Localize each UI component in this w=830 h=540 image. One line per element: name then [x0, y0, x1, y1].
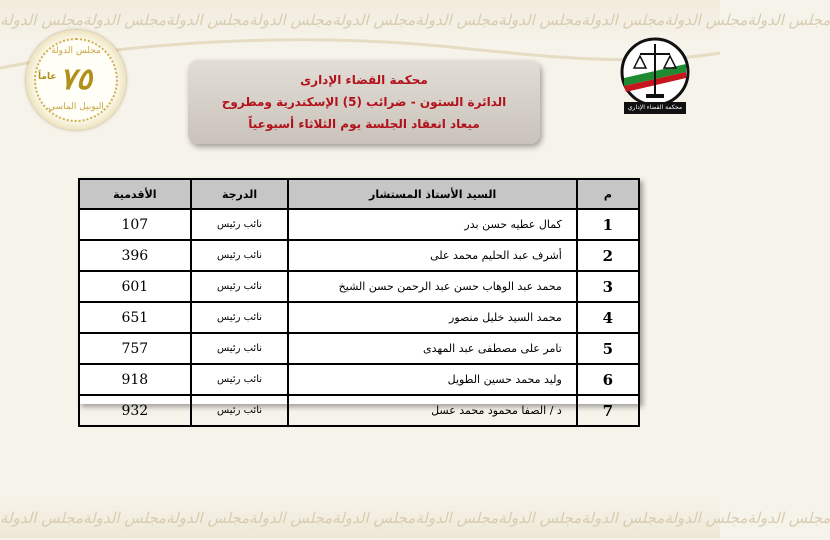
cell-num: 1 [577, 209, 639, 240]
watermark-text: مجلس الدولة [581, 509, 665, 527]
cell-rank: نائب رئيس [191, 240, 289, 271]
badge-top-text: مجلس الدولة [51, 46, 101, 56]
header-box [188, 60, 540, 144]
header-name: السيد الأستاذ المستشار [288, 179, 576, 209]
table-header-row [79, 179, 639, 209]
header-rank: الدرجة [191, 179, 289, 209]
table-row [79, 209, 639, 240]
cell-name: وليد محمد حسين الطويل [288, 364, 576, 395]
court-emblem [618, 28, 692, 118]
header-seniority: الأقدمية [79, 179, 191, 209]
cell-num: 6 [577, 364, 639, 395]
watermark-bottom-band [0, 498, 830, 538]
watermark-text: مجلس الدولة [664, 11, 748, 29]
watermark-text: مجلس الدولة [166, 11, 250, 29]
watermark-text: مجلس الدولة [0, 11, 84, 29]
cell-num: 2 [577, 240, 639, 271]
watermark-text: مجلس الدولة [83, 11, 167, 29]
watermark-text: مجلس الدولة [415, 11, 499, 29]
table-row [79, 333, 639, 364]
cell-name: محمد السيد خليل منصور [288, 302, 576, 333]
watermark-text: مجلس الدولة [581, 11, 665, 29]
cell-seniority: 601 [79, 271, 191, 302]
watermark-text: مجلس الدولة [498, 11, 582, 29]
cell-name: تامر على مصطفى عبد المهدى [288, 333, 576, 364]
cell-name: أشرف عبد الحليم محمد على [288, 240, 576, 271]
table-row [79, 364, 639, 395]
header-line-court: محكمة القضاء الإدارى [300, 73, 428, 87]
cell-num: 3 [577, 271, 639, 302]
watermark-text: مجلس الدولة [332, 509, 416, 527]
judges-table-wrapper [78, 178, 640, 420]
cell-rank: نائب رئيس [191, 395, 289, 426]
emblem-caption: محكمة القضاء الإداري [627, 104, 683, 111]
cell-rank: نائب رئيس [191, 364, 289, 395]
watermark-text: مجلس الدولة [0, 509, 84, 527]
watermark-text: مجلس الدولة [332, 11, 416, 29]
watermark-text: مجلس الدولة [664, 509, 748, 527]
header-line-schedule: ميعاد انعقاد الجلسة يوم الثلاثاء أسبوعياً [248, 117, 480, 131]
table-row [79, 395, 639, 426]
cell-seniority: 918 [79, 364, 191, 395]
cell-num: 5 [577, 333, 639, 364]
cell-num: 7 [577, 395, 639, 426]
badge-years-label: عاماً [38, 72, 57, 82]
cell-rank: نائب رئيس [191, 333, 289, 364]
watermark-text: مجلس الدولة [249, 11, 333, 29]
watermark-text: مجلس الدولة [83, 509, 167, 527]
cell-seniority: 932 [79, 395, 191, 426]
watermark-text: مجلس الدولة [166, 509, 250, 527]
watermark-text: مجلس الدولة [498, 509, 582, 527]
judges-table [78, 178, 640, 427]
cell-num: 4 [577, 302, 639, 333]
cell-seniority: 396 [79, 240, 191, 271]
watermark-text: مجلس الدولة [415, 509, 499, 527]
header-line-circuit: الدائرة الستون - ضرائب (5) الإسكندرية ومطروح [221, 95, 507, 109]
cell-seniority: 757 [79, 333, 191, 364]
table-row [79, 240, 639, 271]
header-num: م [577, 179, 639, 209]
diamond-jubilee-badge [26, 30, 126, 130]
cell-name: د / الصفا محمود محمد عسل [288, 395, 576, 426]
cell-rank: نائب رئيس [191, 271, 289, 302]
watermark-text: مجلس الدولة [249, 509, 333, 527]
cell-name: كمال عطيه حسن بدر [288, 209, 576, 240]
cell-seniority: 651 [79, 302, 191, 333]
badge-number: ٧٥ [59, 62, 93, 97]
cell-seniority: 107 [79, 209, 191, 240]
cell-rank: نائب رئيس [191, 209, 289, 240]
watermark-text: مجلس الدولة [747, 11, 830, 29]
cell-name: محمد عبد الوهاب حسن عبد الرحمن حسن الشيخ [288, 271, 576, 302]
badge-bottom-text: اليوبيل الماسي [48, 102, 104, 112]
table-row [79, 271, 639, 302]
watermark-text: مجلس الدولة [747, 509, 830, 527]
table-row [79, 302, 639, 333]
cell-rank: نائب رئيس [191, 302, 289, 333]
